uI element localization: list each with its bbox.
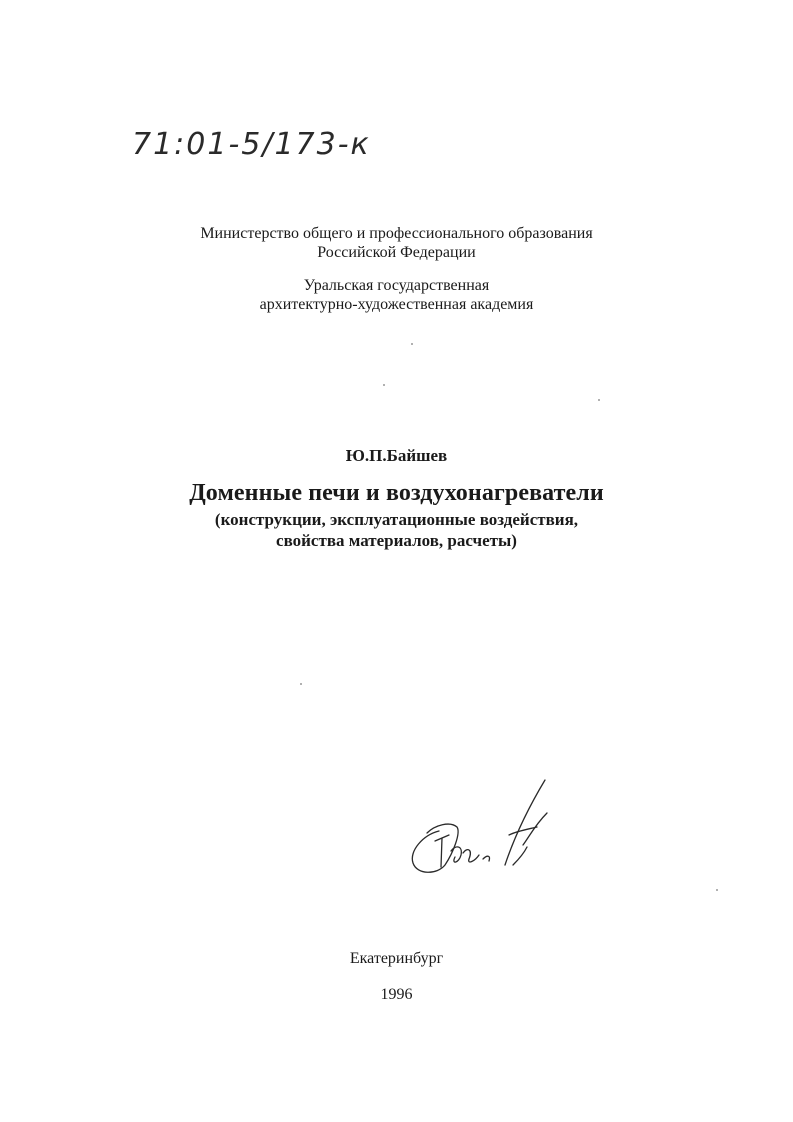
academy-heading xyxy=(0,276,793,314)
scan-speck xyxy=(300,683,302,685)
scan-speck xyxy=(716,889,718,891)
handwritten-signature xyxy=(405,775,565,885)
subtitle-line-1: (конструкции, эксплуатационные воздействия, xyxy=(214,510,579,529)
publication-city: Екатеринбург xyxy=(349,950,444,967)
handwritten-archive-code xyxy=(128,118,428,168)
ministry-heading xyxy=(0,224,793,262)
author-name: Ю.П.Байшев xyxy=(345,446,448,465)
ministry-line-1: Министерство общего и профессионального образования xyxy=(200,225,593,242)
document-title: Доменные печи и воздухонагреватели xyxy=(189,480,604,506)
academy-line-1: Уральская государственная xyxy=(303,277,490,294)
publication-year: 1996 xyxy=(380,986,413,1003)
scan-speck xyxy=(598,399,600,401)
document-subtitle xyxy=(0,509,793,551)
subtitle-line-2: свойства материалов, расчеты) xyxy=(276,531,517,550)
svg-text:71:01-5/173-к: 71:01-5/173-к xyxy=(132,127,371,162)
scan-speck xyxy=(411,343,413,345)
academy-line-2: архитектурно-художественная академия xyxy=(259,296,534,313)
ministry-line-2: Российской Федерации xyxy=(317,244,476,261)
scan-speck xyxy=(383,384,385,386)
